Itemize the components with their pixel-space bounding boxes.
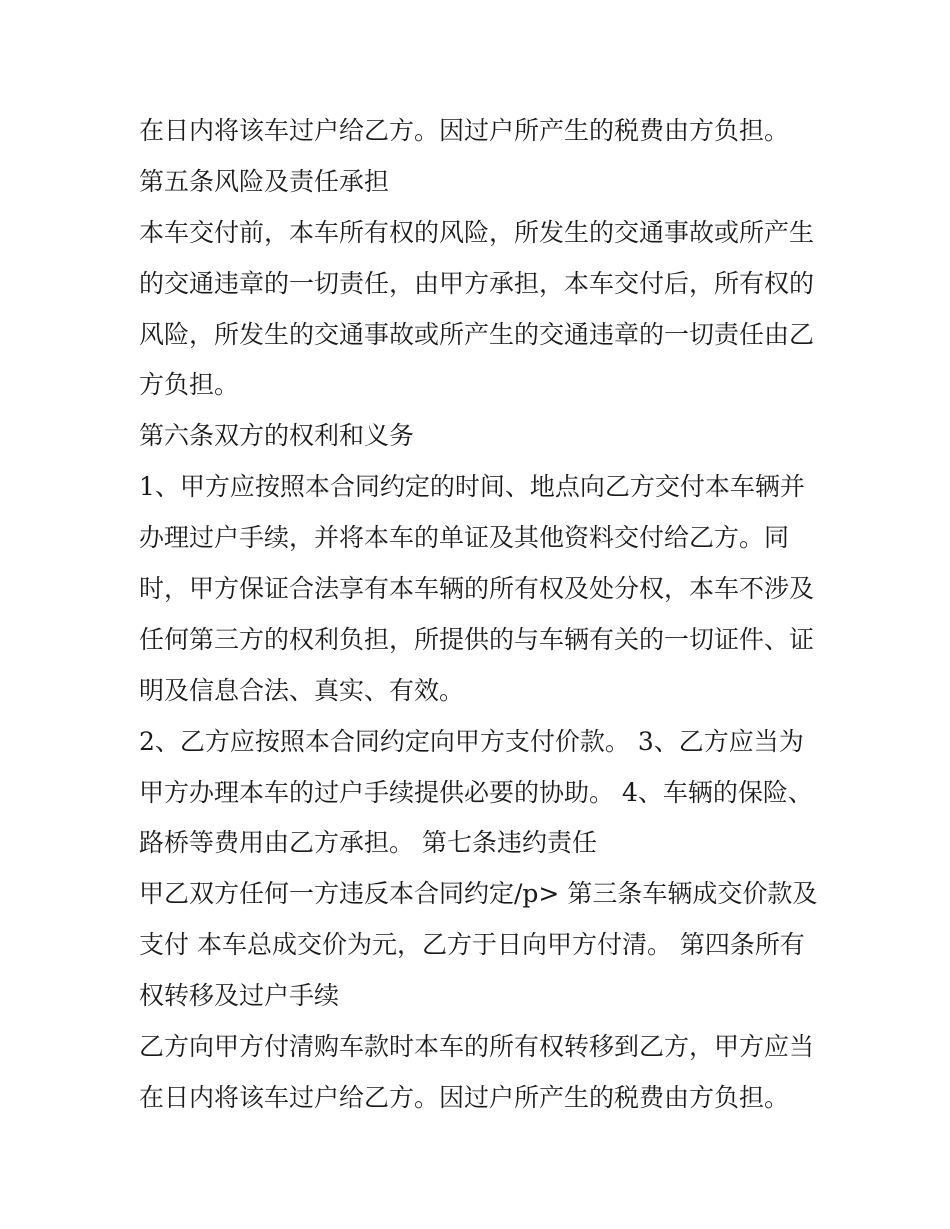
text-line: 明及信息合法、真实、有效。 xyxy=(139,675,465,705)
text-line: 方负担。 xyxy=(139,370,240,400)
text-line: 时，甲方保证合法享有本车辆的所有权及处分权，本车不涉及 xyxy=(139,574,815,604)
text-line: 权转移及过户手续 xyxy=(139,981,340,1011)
text-line: 本车交付前，本车所有权的风险，所发生的交通事故或所产生 xyxy=(139,217,815,247)
section-heading-5: 第五条风险及责任承担 xyxy=(139,166,390,196)
section-heading-6: 第六条双方的权利和义务 xyxy=(139,421,415,451)
text-line: 在日内将该车过户给乙方。因过户所产生的税费由方负担。 xyxy=(139,116,790,145)
text-line: 路桥等费用由乙方承担。 第七条违约责任 xyxy=(139,828,597,858)
text-line: 乙方向甲方付清购车款时本车的所有权转移到乙方，甲方应当 xyxy=(139,1032,815,1062)
text-line: 风险，所发生的交通事故或所产生的交通违章的一切责任由乙 xyxy=(139,319,815,349)
text-line: 任何第三方的权利负担，所提供的与车辆有关的一切证件、证 xyxy=(139,624,815,654)
document-body xyxy=(139,106,829,1124)
text-line: 甲方办理本车的过户手续提供必要的协助。 4、车辆的保险、 xyxy=(139,777,813,807)
text-line: 的交通违章的一切责任，由甲方承担，本车交付后，所有权的 xyxy=(139,268,815,298)
text-line: 甲乙双方任何一方违反本合同约定/p> 第三条车辆成交价款及 xyxy=(139,879,818,909)
text-line: 1、甲方应按照本合同约定的时间、地点向乙方交付本车辆并 xyxy=(139,472,805,502)
text-line: 支付 本车总成交价为元，乙方于日向甲方付清。 第四条所有 xyxy=(139,930,805,960)
text-line: 2、乙方应按照本合同约定向甲方支付价款。 3、乙方应当为 xyxy=(139,726,804,756)
text-line: 在日内将该车过户给乙方。因过户所产生的税费由方负担。 xyxy=(139,1082,790,1112)
text-line: 办理过户手续，并将本车的单证及其他资料交付给乙方。同 xyxy=(139,523,790,553)
